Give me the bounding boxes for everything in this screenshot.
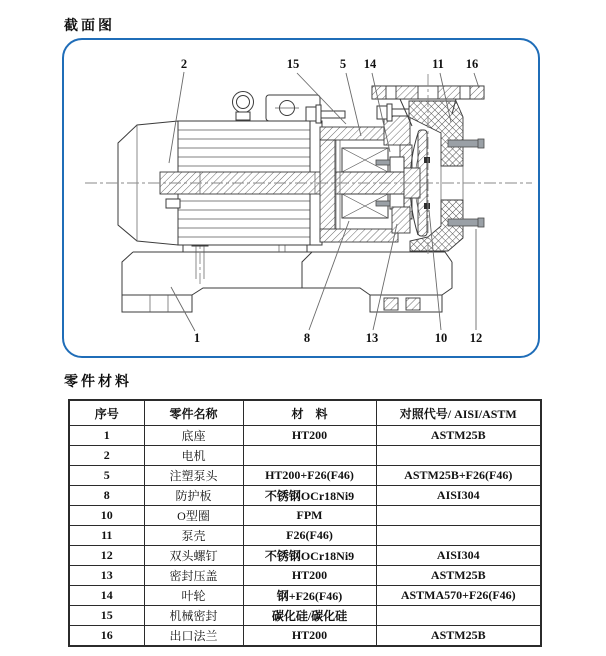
callout-label: 15 — [286, 57, 300, 71]
callout-label: 12 — [469, 331, 483, 345]
cell-ref — [376, 446, 541, 466]
cell-material: FPM — [243, 506, 376, 526]
table-row — [69, 466, 541, 486]
col-header-ref: 对照代号/ AISI/ASTM — [376, 400, 541, 426]
cell-ref — [376, 606, 541, 626]
cell-material: 不锈钢OCr18Ni9 — [243, 486, 376, 506]
cell-ref: ASTM25B — [376, 426, 541, 446]
cell-ref — [376, 526, 541, 546]
cell-ref: ASTMA570+F26(F46) — [376, 586, 541, 606]
callout-label: 13 — [365, 331, 379, 345]
col-header-material: 材 料 — [243, 400, 376, 426]
cell-material: F26(F46) — [243, 526, 376, 546]
cell-no: 11 — [69, 526, 144, 546]
cell-name: 出口法兰 — [144, 626, 243, 647]
pump-cross-section-drawing — [62, 38, 540, 358]
parts-materials-table — [68, 399, 542, 647]
cell-no: 14 — [69, 586, 144, 606]
cell-no: 1 — [69, 426, 144, 446]
cell-name: 密封压盖 — [144, 566, 243, 586]
table-row — [69, 606, 541, 626]
cell-material: 不锈钢OCr18Ni9 — [243, 546, 376, 566]
callout-label: 16 — [465, 57, 479, 71]
cell-material: HT200 — [243, 566, 376, 586]
callout-label: 8 — [303, 331, 311, 345]
cell-name: 泵壳 — [144, 526, 243, 546]
cell-material: HT200 — [243, 426, 376, 446]
table-row — [69, 586, 541, 606]
cell-no: 10 — [69, 506, 144, 526]
cell-ref — [376, 506, 541, 526]
cell-name: 机械密封 — [144, 606, 243, 626]
cell-name: O型圈 — [144, 506, 243, 526]
callout-label: 14 — [363, 57, 377, 71]
callout-label: 2 — [180, 57, 188, 71]
cell-no: 5 — [69, 466, 144, 486]
cell-name: 双头螺钉 — [144, 546, 243, 566]
table-header-row — [69, 400, 541, 426]
callout-label: 5 — [339, 57, 347, 71]
cell-ref: AISI304 — [376, 546, 541, 566]
table-row — [69, 486, 541, 506]
diagram-section-title: 截面图 — [64, 17, 115, 33]
table-row — [69, 526, 541, 546]
cell-no: 2 — [69, 446, 144, 466]
table-row — [69, 546, 541, 566]
cell-ref: ASTM25B — [376, 566, 541, 586]
cell-material: 钢+F26(F46) — [243, 586, 376, 606]
cell-ref: ASTM25B+F26(F46) — [376, 466, 541, 486]
cell-name: 注塑泵头 — [144, 466, 243, 486]
cell-material: 碳化硅/碳化硅 — [243, 606, 376, 626]
cell-material: HT200+F26(F46) — [243, 466, 376, 486]
callout-label: 11 — [432, 57, 444, 71]
cell-no: 16 — [69, 626, 144, 647]
table-row — [69, 566, 541, 586]
motor-group — [118, 92, 322, 246]
cell-no: 13 — [69, 566, 144, 586]
cell-no: 12 — [69, 546, 144, 566]
cell-name: 电机 — [144, 446, 243, 466]
table-row — [69, 446, 541, 466]
cell-ref: ASTM25B — [376, 626, 541, 647]
cell-name: 底座 — [144, 426, 243, 446]
cell-material: HT200 — [243, 626, 376, 647]
cell-name: 防护板 — [144, 486, 243, 506]
cell-material — [243, 446, 376, 466]
table-row — [69, 506, 541, 526]
cell-name: 叶轮 — [144, 586, 243, 606]
callout-label: 1 — [193, 331, 201, 345]
callout-label: 10 — [434, 331, 448, 345]
cell-no: 15 — [69, 606, 144, 626]
col-header-no: 序号 — [69, 400, 144, 426]
cell-no: 8 — [69, 486, 144, 506]
cell-ref: AISI304 — [376, 486, 541, 506]
table-row — [69, 426, 541, 446]
materials-section-title: 零件材料 — [64, 373, 132, 389]
table-row — [69, 626, 541, 647]
col-header-name: 零件名称 — [144, 400, 243, 426]
